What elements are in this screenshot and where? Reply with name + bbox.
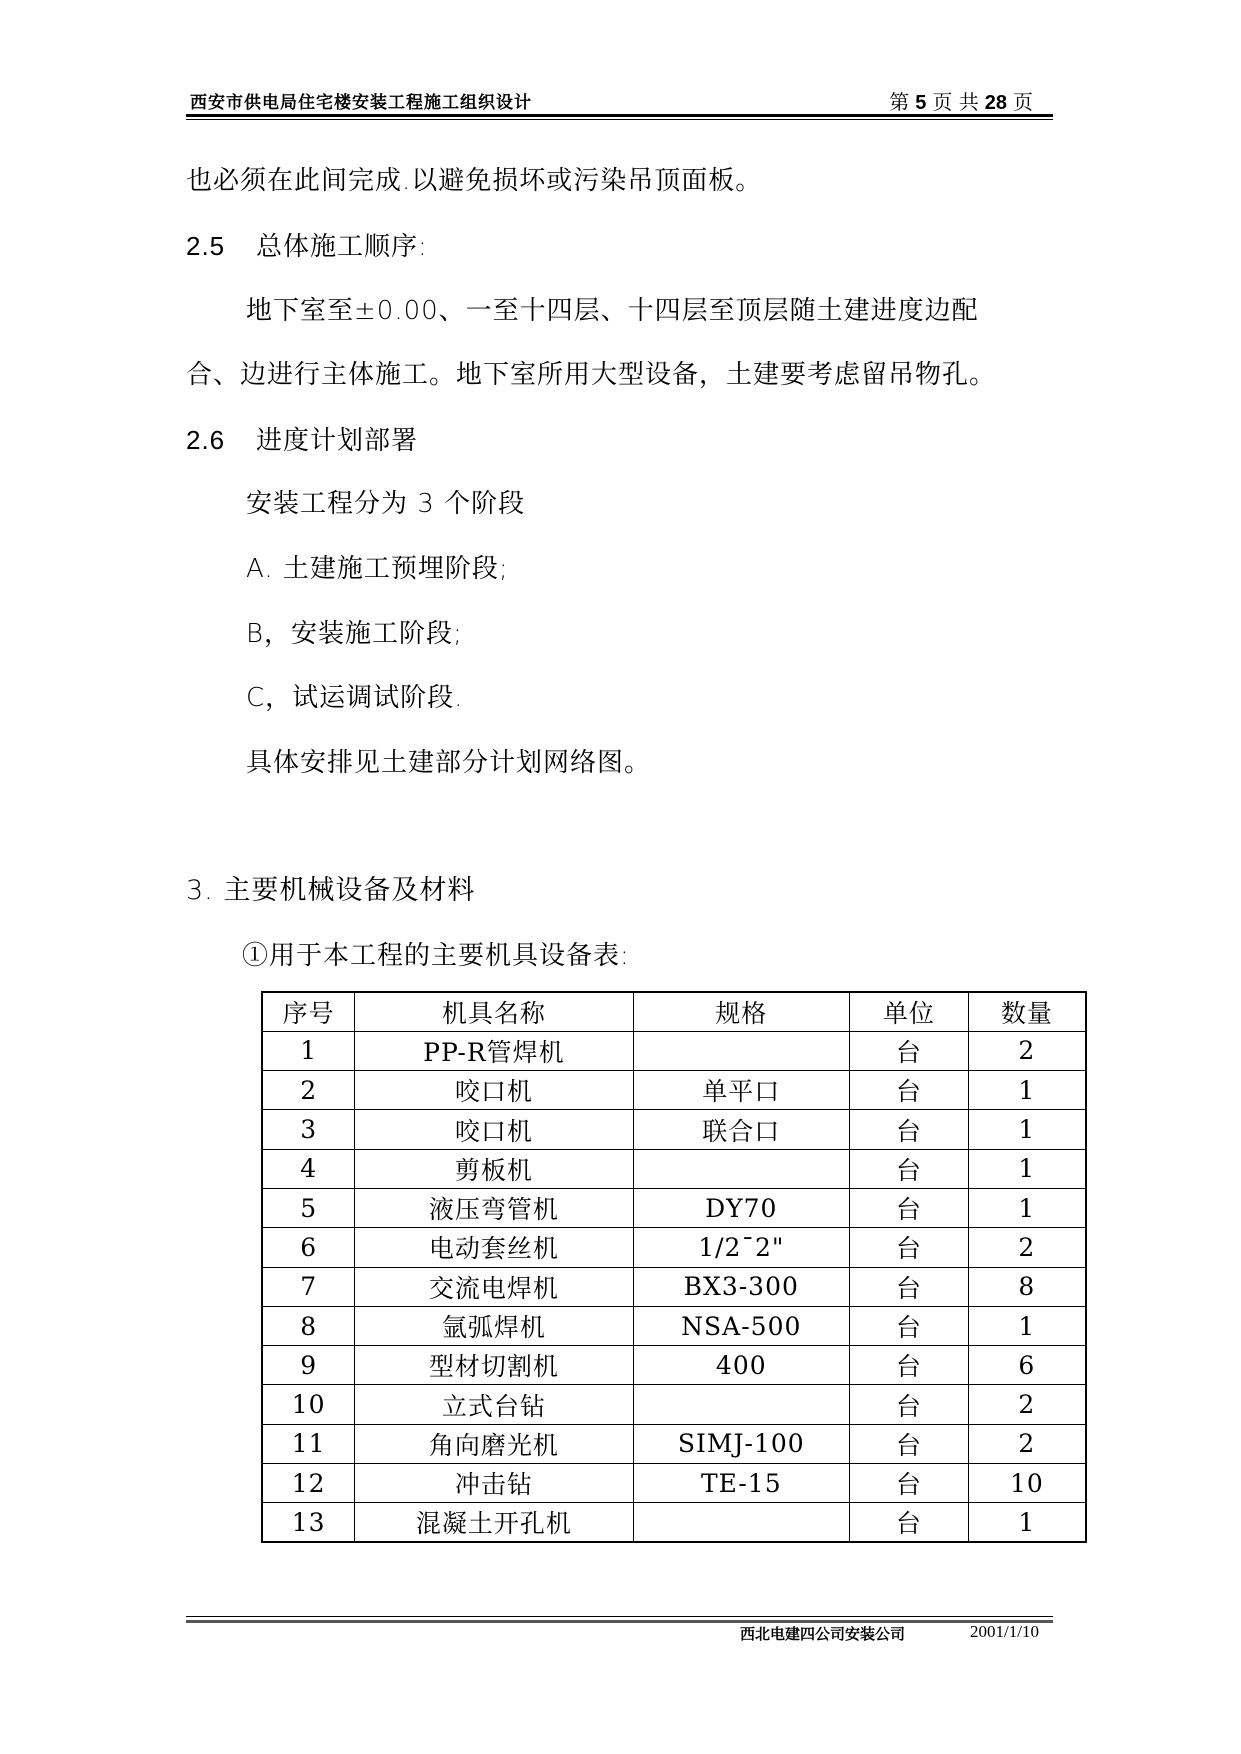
cell-equipment-name: 电动套丝机 bbox=[355, 1228, 633, 1267]
cell-unit: 台 bbox=[850, 1110, 969, 1149]
column-header: 序号 bbox=[262, 992, 355, 1031]
table-row bbox=[262, 1149, 1086, 1188]
cell-spec: NSA-500 bbox=[633, 1306, 850, 1345]
cell-spec: 1/2¯2" bbox=[633, 1228, 850, 1267]
page-suffix: 页 bbox=[1013, 90, 1033, 114]
cell-unit: 台 bbox=[850, 1267, 969, 1306]
cell-unit: 台 bbox=[850, 1071, 969, 1110]
table-row bbox=[262, 1031, 1086, 1070]
cell-unit: 台 bbox=[850, 1228, 969, 1267]
cell-index: 7 bbox=[262, 1267, 355, 1306]
cell-unit: 台 bbox=[850, 1149, 969, 1188]
cell-equipment-name: 立式台钻 bbox=[355, 1385, 633, 1424]
cell-unit: 台 bbox=[850, 1188, 969, 1227]
page-total: 28 bbox=[984, 92, 1007, 114]
cell-index: 5 bbox=[262, 1188, 355, 1227]
stage-item: C，试运调试阶段. bbox=[246, 683, 464, 713]
table-row bbox=[262, 1424, 1086, 1463]
cell-quantity: 6 bbox=[968, 1346, 1086, 1385]
cell-index: 1 bbox=[262, 1031, 355, 1070]
header-rule-thin bbox=[186, 119, 1053, 120]
cell-equipment-name: 氩弧焊机 bbox=[355, 1306, 633, 1345]
cell-spec: DY70 bbox=[633, 1188, 850, 1227]
cell-index: 13 bbox=[262, 1503, 355, 1542]
equipment-table bbox=[261, 991, 1087, 1543]
header-rule bbox=[186, 114, 1053, 117]
cell-spec: 400 bbox=[633, 1346, 850, 1385]
cell-unit: 台 bbox=[850, 1424, 969, 1463]
cell-quantity: 1 bbox=[968, 1110, 1086, 1149]
table-row bbox=[262, 1464, 1086, 1503]
cell-unit: 台 bbox=[850, 1503, 969, 1542]
cell-unit: 台 bbox=[850, 1385, 969, 1424]
cell-spec bbox=[633, 1149, 850, 1188]
cell-equipment-name: 冲击钻 bbox=[355, 1464, 633, 1503]
cell-spec: SIMJ-100 bbox=[633, 1424, 850, 1463]
cell-spec bbox=[633, 1031, 850, 1070]
cell-quantity: 1 bbox=[968, 1306, 1086, 1345]
cell-equipment-name: 液压弯管机 bbox=[355, 1188, 633, 1227]
cell-quantity: 1 bbox=[968, 1071, 1086, 1110]
cell-spec bbox=[633, 1385, 850, 1424]
column-header: 单位 bbox=[850, 992, 969, 1031]
cell-spec: 单平口 bbox=[633, 1071, 850, 1110]
cell-quantity: 1 bbox=[968, 1149, 1086, 1188]
paragraph-line: 地下室至±0.00、一至十四层、十四层至顶层随土建进度边配 bbox=[246, 296, 979, 326]
table-row bbox=[262, 1267, 1086, 1306]
cell-quantity: 10 bbox=[968, 1464, 1086, 1503]
table-row bbox=[262, 1346, 1086, 1385]
table-caption: ①用于本工程的主要机具设备表: bbox=[242, 941, 630, 971]
cell-spec: TE-15 bbox=[633, 1464, 850, 1503]
footer-date: 2001/1/10 bbox=[970, 1622, 1039, 1641]
cell-equipment-name: 咬口机 bbox=[355, 1110, 633, 1149]
cell-equipment-name: 混凝土开孔机 bbox=[355, 1503, 633, 1542]
cell-spec: 联合口 bbox=[633, 1110, 850, 1149]
page-current: 5 bbox=[915, 92, 927, 114]
column-header: 数量 bbox=[968, 992, 1086, 1031]
page-mid: 页 共 bbox=[932, 90, 979, 114]
cell-index: 11 bbox=[262, 1424, 355, 1463]
continuation-line: 也必须在此间完成.以避免损坏或污染吊顶面板。 bbox=[186, 166, 763, 196]
page-indicator bbox=[889, 86, 1033, 115]
cell-quantity: 2 bbox=[968, 1031, 1086, 1070]
table-row bbox=[262, 1188, 1086, 1227]
cell-equipment-name: PP-R管焊机 bbox=[355, 1031, 633, 1070]
section-number: 2.5 bbox=[186, 231, 226, 261]
stage-item: A. 土建施工预埋阶段; bbox=[246, 554, 509, 584]
footer-rule-thin bbox=[186, 1616, 1053, 1617]
paragraph-line: 安装工程分为 3 个阶段 bbox=[246, 489, 526, 519]
cell-equipment-name: 剪板机 bbox=[355, 1149, 633, 1188]
cell-index: 3 bbox=[262, 1110, 355, 1149]
column-header: 规格 bbox=[633, 992, 850, 1031]
paragraph-line: 具体安排见土建部分计划网络图。 bbox=[246, 748, 652, 778]
cell-index: 8 bbox=[262, 1306, 355, 1345]
section-2-6-heading bbox=[186, 423, 418, 458]
cell-equipment-name: 角向磨光机 bbox=[355, 1424, 633, 1463]
cell-spec bbox=[633, 1503, 850, 1542]
cell-quantity: 2 bbox=[968, 1385, 1086, 1424]
section-title: 总体施工顺序: bbox=[256, 232, 428, 262]
table-row bbox=[262, 1071, 1086, 1110]
cell-unit: 台 bbox=[850, 1464, 969, 1503]
cell-quantity: 1 bbox=[968, 1503, 1086, 1542]
cell-unit: 台 bbox=[850, 1346, 969, 1385]
section-3-heading: 3. 主要机械设备及材料 bbox=[186, 875, 476, 906]
cell-quantity: 2 bbox=[968, 1228, 1086, 1267]
cell-equipment-name: 咬口机 bbox=[355, 1071, 633, 1110]
cell-index: 2 bbox=[262, 1071, 355, 1110]
footer-company: 西北电建四公司安装公司 bbox=[740, 1625, 906, 1643]
cell-equipment-name: 型材切割机 bbox=[355, 1346, 633, 1385]
column-header: 机具名称 bbox=[355, 992, 633, 1031]
section-number: 2.6 bbox=[186, 425, 226, 455]
cell-index: 9 bbox=[262, 1346, 355, 1385]
cell-index: 12 bbox=[262, 1464, 355, 1503]
table-header-row bbox=[262, 992, 1086, 1031]
cell-quantity: 8 bbox=[968, 1267, 1086, 1306]
stage-item: B，安装施工阶段; bbox=[246, 619, 463, 649]
document-title: 西安市供电局住宅楼安装工程施工组织设计 bbox=[190, 93, 532, 113]
cell-quantity: 1 bbox=[968, 1188, 1086, 1227]
table-row bbox=[262, 1228, 1086, 1267]
table-row bbox=[262, 1385, 1086, 1424]
cell-unit: 台 bbox=[850, 1031, 969, 1070]
paragraph-line: 合、边进行主体施工。地下室所用大型设备，土建要考虑留吊物孔。 bbox=[186, 360, 997, 390]
cell-index: 4 bbox=[262, 1149, 355, 1188]
footer-rule bbox=[186, 1620, 1053, 1623]
cell-equipment-name: 交流电焊机 bbox=[355, 1267, 633, 1306]
section-title: 进度计划部署 bbox=[256, 426, 419, 456]
table-row bbox=[262, 1110, 1086, 1149]
table-row bbox=[262, 1306, 1086, 1345]
cell-quantity: 2 bbox=[968, 1424, 1086, 1463]
table-row bbox=[262, 1503, 1086, 1542]
page-prefix: 第 bbox=[889, 90, 910, 114]
section-2-5-heading bbox=[186, 229, 428, 264]
cell-spec: BX3-300 bbox=[633, 1267, 850, 1306]
cell-index: 10 bbox=[262, 1385, 355, 1424]
cell-unit: 台 bbox=[850, 1306, 969, 1345]
cell-index: 6 bbox=[262, 1228, 355, 1267]
